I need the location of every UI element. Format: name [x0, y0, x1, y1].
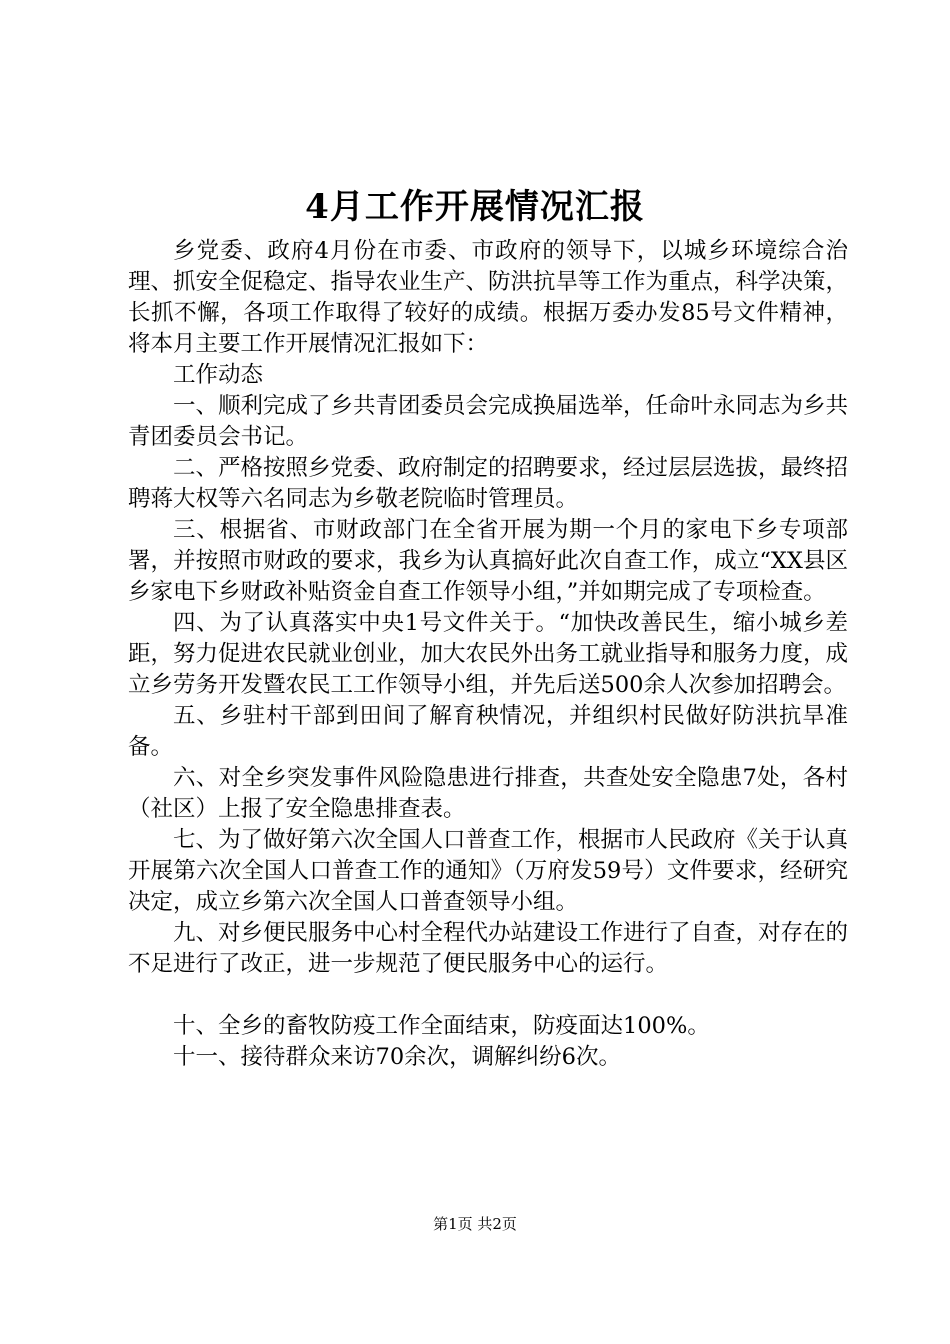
intro-paragraph: 乡党委、政府4月份在市委、市政府的领导下，以城乡环境综合治理、抓安全促稳定、指导农业生产、防洪抗旱等工作为重点，科学决策，长抓不懈，各项工作取得了较好的成绩。根据万委办发85号文件精神，将本月主要工作开展情况汇报如下：	[128, 238, 849, 357]
list-item: 二、严格按照乡党委、政府制定的招聘要求，经过层层选拔，最终招聘蒋大权等六名同志为乡敬老院临时管理员。	[128, 455, 849, 512]
list-item: 九、对乡便民服务中心村全程代办站建设工作进行了自查，对存在的不足进行了改正，进一步规范了便民服务中心的运行。	[128, 920, 849, 977]
list-item: 三、根据省、市财政部门在全省开展为期一个月的家电下乡专项部署，并按照市财政的要求，我乡为认真搞好此次自查工作，成立“XX县区乡家电下乡财政补贴资金自查工作领导小组，”并如期完成了专项检查。	[128, 517, 848, 605]
section-heading: 工作动态	[173, 362, 264, 388]
list-item: 一、顺利完成了乡共青团委员会完成换届选举，任命叶永同志为乡共青团委员会书记。	[128, 393, 849, 450]
page-footer: 第1页 共2页	[433, 1215, 517, 1233]
list-item: 十、全乡的畜牧防疫工作全面结束，防疫面达100%。	[173, 1013, 710, 1039]
list-item: 四、为了认真落实中央1号文件关于。“加快改善民生，缩小城乡差距，努力促进农民就业创业，加大农民外出务工就业指导和服务力度，成立乡劳务开发暨农民工工作领导小组，并先后送500余人次参加招聘会。	[128, 610, 849, 698]
document-body	[128, 236, 848, 1073]
list-item: 五、乡驻村干部到田间了解育秧情况，并组织村民做好防洪抗旱准备。	[128, 703, 848, 760]
document-title: 4月工作开展情况汇报	[305, 187, 645, 227]
list-item: 六、对全乡突发事件风险隐患进行排查，共查处安全隐患7处，各村（社区）上报了安全隐患排查表。	[128, 765, 848, 822]
list-item: 十一、接待群众来访70余次，调解纠纷6次。	[173, 1044, 621, 1070]
list-item: 七、为了做好第六次全国人口普查工作，根据市人民政府《关于认真开展第六次全国人口普查工作的通知》（万府发59号）文件要求，经研究决定，成立乡第六次全国人口普查领导小组。	[128, 827, 849, 915]
